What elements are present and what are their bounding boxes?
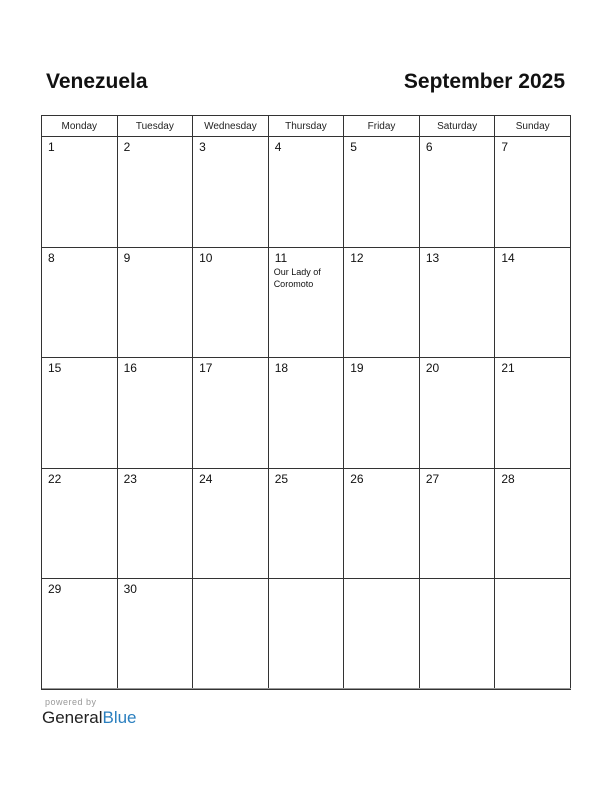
powered-by-label: powered by bbox=[45, 697, 97, 707]
day-cell bbox=[344, 358, 420, 469]
day-cell bbox=[42, 468, 118, 579]
day-number: 20 bbox=[425, 361, 440, 375]
day-number bbox=[420, 579, 495, 582]
weekday-sunday: Sunday bbox=[495, 116, 571, 137]
day-cell bbox=[495, 579, 571, 690]
day-number: 27 bbox=[425, 471, 440, 486]
day-cell bbox=[193, 579, 269, 690]
day-cell bbox=[42, 247, 118, 358]
day-number: 23 bbox=[123, 471, 137, 486]
day-cell bbox=[193, 468, 269, 579]
day-number: 26 bbox=[350, 471, 364, 486]
day-number: 14 bbox=[501, 250, 515, 265]
day-cell bbox=[495, 247, 571, 358]
day-number: 9 bbox=[123, 250, 131, 265]
day-cell bbox=[344, 247, 420, 358]
day-number: 28 bbox=[501, 471, 515, 486]
weekday-header-row bbox=[42, 116, 571, 137]
day-cell bbox=[268, 137, 344, 248]
day-cell bbox=[117, 137, 193, 248]
day-number: 22 bbox=[48, 471, 62, 486]
day-number: 5 bbox=[350, 140, 357, 154]
day-number: 21 bbox=[501, 361, 515, 375]
weekday-wednesday: Wednesday bbox=[193, 116, 269, 137]
weekday-thursday: Thursday bbox=[268, 116, 344, 137]
day-number: 18 bbox=[274, 361, 289, 375]
day-number: 10 bbox=[199, 250, 213, 265]
day-number: 12 bbox=[350, 250, 364, 265]
day-number: 7 bbox=[501, 140, 509, 154]
day-cell bbox=[419, 579, 495, 690]
day-number bbox=[193, 579, 268, 582]
day-cell bbox=[42, 358, 118, 469]
day-number bbox=[495, 579, 570, 582]
weekday-saturday: Saturday bbox=[419, 116, 495, 137]
day-number: 30 bbox=[123, 582, 137, 596]
day-cell bbox=[495, 468, 571, 579]
day-cell bbox=[495, 358, 571, 469]
day-cell bbox=[268, 468, 344, 579]
day-cell bbox=[344, 579, 420, 690]
day-cell bbox=[268, 247, 344, 358]
day-number: 3 bbox=[199, 140, 206, 154]
day-cell bbox=[193, 247, 269, 358]
holiday-label: Our Lady of Coromoto bbox=[273, 266, 321, 289]
day-cell bbox=[419, 358, 495, 469]
footer-divider bbox=[42, 688, 571, 689]
day-cell bbox=[344, 468, 420, 579]
day-cell bbox=[268, 358, 344, 469]
day-number: 29 bbox=[48, 582, 62, 596]
day-cell bbox=[42, 137, 118, 248]
generalblue-logo[interactable] bbox=[42, 708, 137, 728]
calendar-grid bbox=[41, 115, 571, 690]
weekday-friday: Friday bbox=[344, 116, 420, 137]
day-cell bbox=[268, 579, 344, 690]
day-cell bbox=[42, 579, 118, 690]
day-number: 17 bbox=[199, 361, 213, 375]
day-number: 6 bbox=[425, 140, 433, 154]
week-row bbox=[42, 247, 571, 358]
brand-blue-text: Blue bbox=[102, 708, 137, 727]
day-number: 2 bbox=[123, 140, 131, 154]
brand-general-text: General bbox=[42, 708, 103, 727]
week-row bbox=[42, 468, 571, 579]
week-row bbox=[42, 358, 571, 469]
day-cell bbox=[117, 579, 193, 690]
day-cell bbox=[117, 358, 193, 469]
month-title: September 2025 bbox=[403, 70, 565, 93]
day-cell bbox=[344, 137, 420, 248]
day-number: 16 bbox=[123, 361, 137, 375]
day-cell bbox=[193, 358, 269, 469]
week-row bbox=[42, 137, 571, 248]
day-cell bbox=[117, 247, 193, 358]
weekday-monday: Monday bbox=[42, 116, 118, 137]
weekday-tuesday: Tuesday bbox=[117, 116, 193, 137]
week-row bbox=[42, 579, 571, 690]
day-number: 8 bbox=[48, 250, 55, 265]
day-number: 25 bbox=[274, 471, 289, 486]
day-cell bbox=[193, 137, 269, 248]
day-number: 4 bbox=[274, 140, 282, 154]
day-number bbox=[269, 579, 344, 582]
day-cell bbox=[117, 468, 193, 579]
day-number: 1 bbox=[48, 140, 55, 154]
day-cell bbox=[419, 247, 495, 358]
day-number: 13 bbox=[425, 250, 440, 265]
day-number: 24 bbox=[199, 471, 213, 486]
day-number: 15 bbox=[48, 361, 62, 375]
day-cell bbox=[495, 137, 571, 248]
day-number: 11 bbox=[274, 250, 288, 265]
day-number bbox=[344, 579, 419, 582]
day-cell bbox=[419, 468, 495, 579]
country-title: Venezuela bbox=[46, 70, 148, 93]
day-number: 19 bbox=[350, 361, 364, 375]
day-cell bbox=[419, 137, 495, 248]
